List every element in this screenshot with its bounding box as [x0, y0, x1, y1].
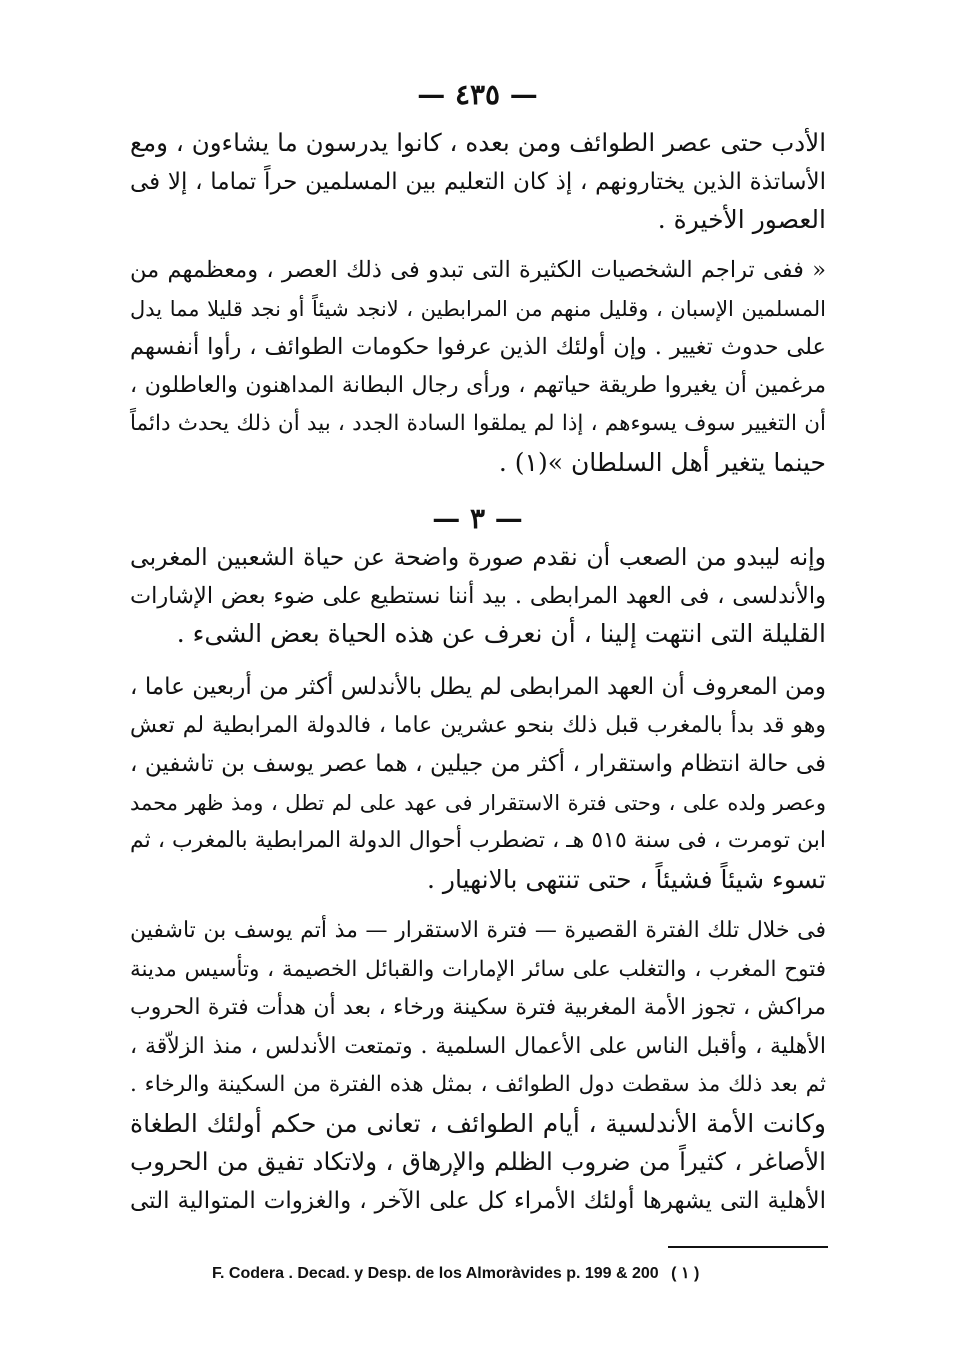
section-number: — ٣ — [432, 502, 523, 535]
text-line: الأهلية ، وأقبل الناس على الأعمال السلمية . وتمتعت الأندلس ، منذ الزلاّقة ، [130, 1033, 826, 1059]
text-line: « ففى تراجم الشخصيات الكثيرة التى تبدو فى ذلك العصر ، ومعظمهم من [130, 257, 826, 283]
text-line: تسوء شيئاً فشيئاً ، حتى تنتهى بالانهيار . [427, 864, 826, 894]
text-line: ثم بعد ذلك مذ سقطت دول الطوائف ، بمثل هذه الفترة من السكينة والرخاء . [130, 1072, 826, 1097]
text-line: المسلمين الإسبان ، وقليل منهم من المرابطين ، لانجد شيئاً أو نجد قليلا مما يدل [130, 296, 826, 321]
text-line: والأندلسى ، فى العهد المرابطى . بيد أننا نستطيع على ضوء بعض الإشارات [130, 582, 826, 609]
footnote-text: F. Codera . Decad. y Desp. de los Almoràvides p. 199 & 200 [212, 1265, 659, 1282]
text-line: الأصاغر ، كثيراً من ضروب الظلم والإرهاق ، ولاتكاد تفيق من الحروب [130, 1147, 826, 1176]
text-line: فتوح المغرب ، والتغلب على سائر الإمارات والقبائل الخصيمة ، وتأسيس مدينة [130, 956, 826, 982]
text-line: على حدوث تغيير . وإن أولئك الذين عرفوا حكومات الطوائف ، رأوا أنفسهم [130, 334, 826, 360]
text-line: الأدب حتى عصر الطوائف ومن بعده ، كانوا يدرسون ما يشاءون ، ومع [130, 128, 826, 157]
text-line: فى خلال تلك الفترة القصيرة — فترة الاستقرار — مذ أتم يوسف بن تاشفين [130, 918, 826, 943]
text-line: وكانت الأمة الأندلسية ، أيام الطوائف ، تعانى من حكم أولئك الطغاة [130, 1108, 826, 1138]
footnote-divider [668, 1246, 828, 1248]
page-number: — ٤٣٥ — [417, 78, 538, 111]
text-line: حينما يتغير أهل السلطان »(١) . [498, 447, 826, 477]
text-line: أن التغيير سوف يسوءهم ، إذا لم يملقوا السادة الجدد ، بيد أن ذلك يحدث دائماً [130, 411, 826, 436]
text-line: العصور الأخيرة . [657, 205, 826, 234]
text-line: القليلة التى انتهت إلينا ، أن نعرف عن هذه الحياة بعض الشىء . [176, 619, 826, 648]
text-line: مرغمين أن يغيروا طريقة حياتهم ، ورأى رجال البطانة المداهنون والعاطلون ، [130, 372, 826, 398]
text-line: ابن تومرت ، فى سنة ٥١٥ هـ ، تضطرب أحوال الدولة المرابطية بالمغرب ، ثم [130, 828, 826, 853]
text-line: مراكش ، تجوز الأمة المغربية فترة سكينة ورخاء ، بعد أن هدأت فترة الحروب [130, 995, 826, 1020]
text-line: ومن المعروف أن العهد المرابطى لم يطل بالأندلس أكثر من أربعين عاما ، [130, 674, 826, 700]
text-line: وهو قد بدأ بالمغرب قبل ذلك بنحو عشرين عاما ، فالدولة المرابطية لم تعش [130, 712, 826, 738]
paragraph-quotation [130, 251, 826, 482]
text-line: وعصر ولده على ، وحتى فترة الاستقرار فى عهد على لم تطل ، ومذ ظهر محمد [130, 790, 826, 815]
footnote [212, 1263, 828, 1283]
footnote-marker: ( ١ ) [671, 1265, 700, 1282]
paragraph [130, 538, 826, 654]
paragraph [130, 668, 826, 899]
paragraph-continuation [130, 124, 826, 240]
paragraph [130, 912, 826, 1220]
text-line: الأهلية التى يشهرها أولئك الأمراء كل على الآخر ، والغزوات المتوالية التى [130, 1187, 826, 1214]
text-line: الأساتذة الذين يختارونهم ، إذ كان التعليم بين المسلمين حراً تماما ، إلا فى [130, 168, 826, 195]
text-line: فى حالة انتظام واستقرار ، أكثر من جيلين ، هما عصر يوسف بن تاشفين ، [130, 751, 826, 777]
text-line: وإنه ليبدو من الصعب أن نقدم صورة واضحة عن حياة الشعبين المغربى [130, 543, 826, 571]
